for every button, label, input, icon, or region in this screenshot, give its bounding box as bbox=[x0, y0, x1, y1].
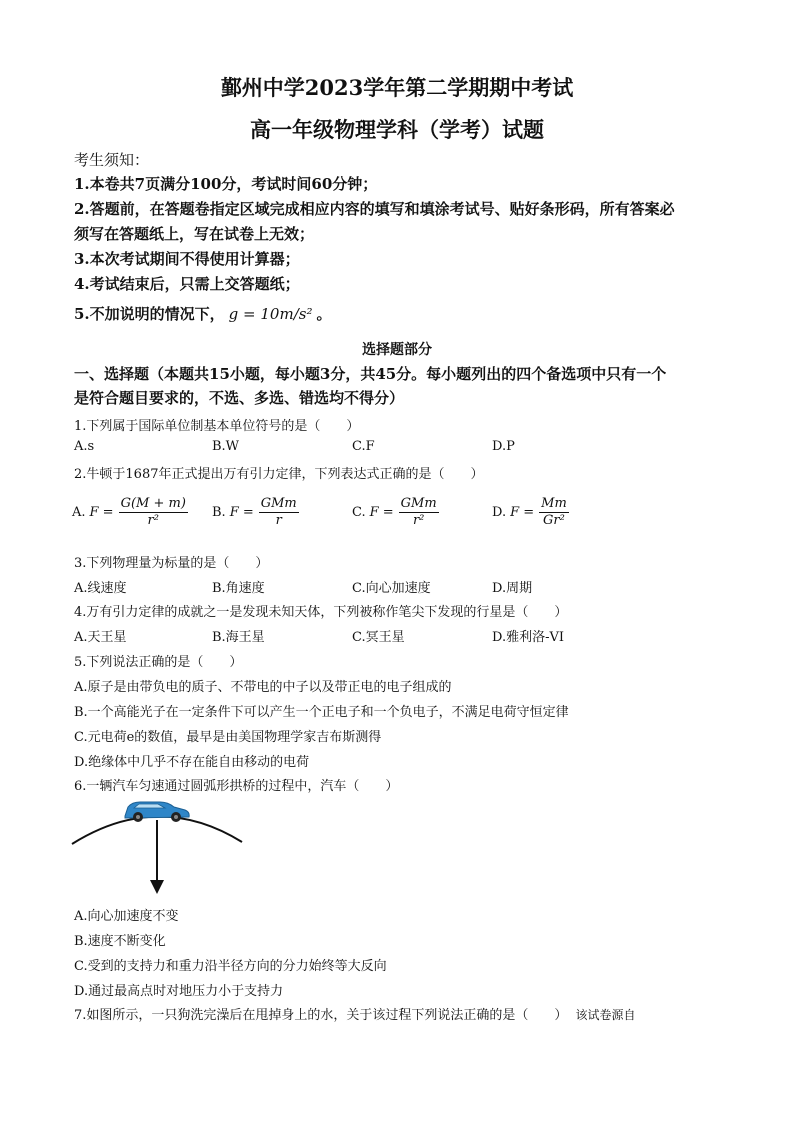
q2-a-numerator: G(M + m) bbox=[120, 496, 186, 511]
notice-item-4: 4.考试结束后，只需上交答题纸； bbox=[74, 275, 300, 293]
q2-stem: 2.牛顿于1687年正式提出万有引力定律，下列表达式正确的是（ ） bbox=[74, 467, 484, 482]
q2-option-b bbox=[212, 496, 299, 529]
q2-c-denominator: r² bbox=[412, 513, 425, 528]
q2-a-denominator: r² bbox=[147, 513, 159, 528]
notice-item-3: 3.本次考试期间不得使用计算器； bbox=[74, 250, 300, 268]
q4-option-c: C.冥王星 bbox=[352, 630, 405, 645]
q6-option-c: C.受到的支持力和重力沿半径方向的分力始终等大反向 bbox=[74, 959, 387, 974]
q4-option-b: B.海王星 bbox=[212, 630, 265, 645]
exam-title: 鄞州中学2023学年第二学期期中考试 bbox=[220, 75, 574, 100]
q1-option-a: A.s bbox=[74, 439, 95, 454]
q2-d-fraction bbox=[539, 496, 569, 529]
car-icon bbox=[125, 802, 189, 822]
q2-option-a bbox=[72, 496, 188, 529]
q2-b-label: B. bbox=[212, 505, 226, 520]
q2-c-fraction bbox=[399, 496, 439, 529]
q2-b-numerator: GMm bbox=[260, 496, 297, 511]
q5-option-d: D.绝缘体中几乎不存在能自由移动的电荷 bbox=[74, 755, 310, 770]
q2-b-denominator: r bbox=[275, 513, 282, 528]
q2-c-label: C. bbox=[352, 505, 366, 520]
q2-d-denominator: Gr² bbox=[543, 513, 565, 528]
q5-option-a: A.原子是由带负电的质子、不带电的中子以及带正电的电子组成的 bbox=[74, 680, 452, 695]
q4-stem: 4.万有引力定律的成就之一是发现未知天体，下列被称作笔尖下发现的行星是（ ） bbox=[74, 605, 568, 620]
q3-option-c: C.向心加速度 bbox=[352, 581, 431, 596]
notice-item-5-suffix: 。 bbox=[316, 305, 332, 323]
q2-d-numerator: Mm bbox=[541, 496, 567, 511]
q2-c-lhs: F = bbox=[369, 505, 394, 520]
q3-option-b: B.角速度 bbox=[212, 581, 265, 596]
q6-option-a: A.向心加速度不变 bbox=[74, 909, 179, 924]
q5-option-c: C.元电荷e的数值，最早是由美国物理学家吉布斯测得 bbox=[74, 730, 382, 745]
q7-stem-text: 7.如图所示，一只狗洗完澡后在甩掉身上的水，关于该过程下列说法正确的是（ ） bbox=[74, 1008, 568, 1023]
notice-item-1: 1.本卷共7页满分100分，考试时间60分钟； bbox=[74, 175, 378, 193]
q2-c-numerator: GMm bbox=[400, 496, 437, 511]
q1-stem: 1.下列属于国际单位制基本单位符号的是（ ） bbox=[74, 419, 360, 434]
exam-subtitle: 高一年级物理学科（学考）试题 bbox=[250, 117, 544, 142]
q2-option-d bbox=[492, 496, 569, 529]
q7-stem bbox=[74, 1004, 636, 1023]
notice-item-5-prefix: 5.不加说明的情况下， bbox=[74, 305, 225, 323]
q1-option-c: C.F bbox=[352, 439, 375, 454]
q2-a-lhs: F = bbox=[89, 505, 114, 520]
q3-option-d: D.周期 bbox=[492, 581, 533, 596]
q4-option-d: D.雅利洛-VI bbox=[492, 630, 565, 645]
q2-d-lhs: F = bbox=[510, 505, 535, 520]
q3-stem: 3.下列物理量为标量的是（ ） bbox=[74, 556, 269, 571]
q3-option-a: A.线速度 bbox=[74, 581, 127, 596]
q5-option-b: B.一个高能光子在一定条件下可以产生一个正电子和一个负电子，不满足电荷守恒定律 bbox=[74, 705, 569, 720]
q2-d-label: D. bbox=[492, 505, 507, 520]
q1-option-b: B.W bbox=[212, 439, 240, 454]
arrow-head-icon bbox=[150, 880, 164, 894]
q2-b-lhs: F = bbox=[229, 505, 254, 520]
q4-option-a: A.天王星 bbox=[74, 630, 127, 645]
q6-option-b: B.速度不断变化 bbox=[74, 934, 166, 949]
section-heading: 选择题部分 bbox=[362, 342, 432, 358]
notice-item-2a: 2.答题前，在答题卷指定区域完成相应内容的填写和填涂考试号、贴好条形码，所有答案必 bbox=[74, 200, 675, 218]
section-intro-b: 是符合题目要求的，不选、多选、错选均不得分） bbox=[74, 389, 405, 407]
gravity-formula: g = 10m/s² bbox=[228, 305, 313, 323]
section-intro-a: 一、选择题（本题共15小题，每小题3分，共45分。每小题列出的四个备选项中只有一个 bbox=[74, 365, 667, 383]
q1-option-d: D.P bbox=[492, 439, 515, 454]
q6-option-d: D.通过最高点时对地压力小于支持力 bbox=[74, 984, 284, 999]
q6-stem: 6.一辆汽车匀速通过圆弧形拱桥的过程中，汽车（ ） bbox=[74, 779, 399, 794]
q2-a-label: A. bbox=[72, 505, 86, 520]
notice-item-5 bbox=[74, 303, 331, 324]
q5-stem: 5.下列说法正确的是（ ） bbox=[74, 655, 243, 670]
notice-heading: 考生须知： bbox=[74, 151, 150, 169]
q7-trailing-text: 该试卷源自 bbox=[575, 1008, 636, 1022]
notice-item-2b: 须写在答题纸上，写在试卷上无效； bbox=[74, 225, 315, 243]
q2-option-c bbox=[352, 496, 439, 529]
arch-bridge-figure bbox=[68, 796, 248, 900]
q2-b-fraction bbox=[259, 496, 299, 529]
q2-a-fraction bbox=[119, 496, 188, 529]
